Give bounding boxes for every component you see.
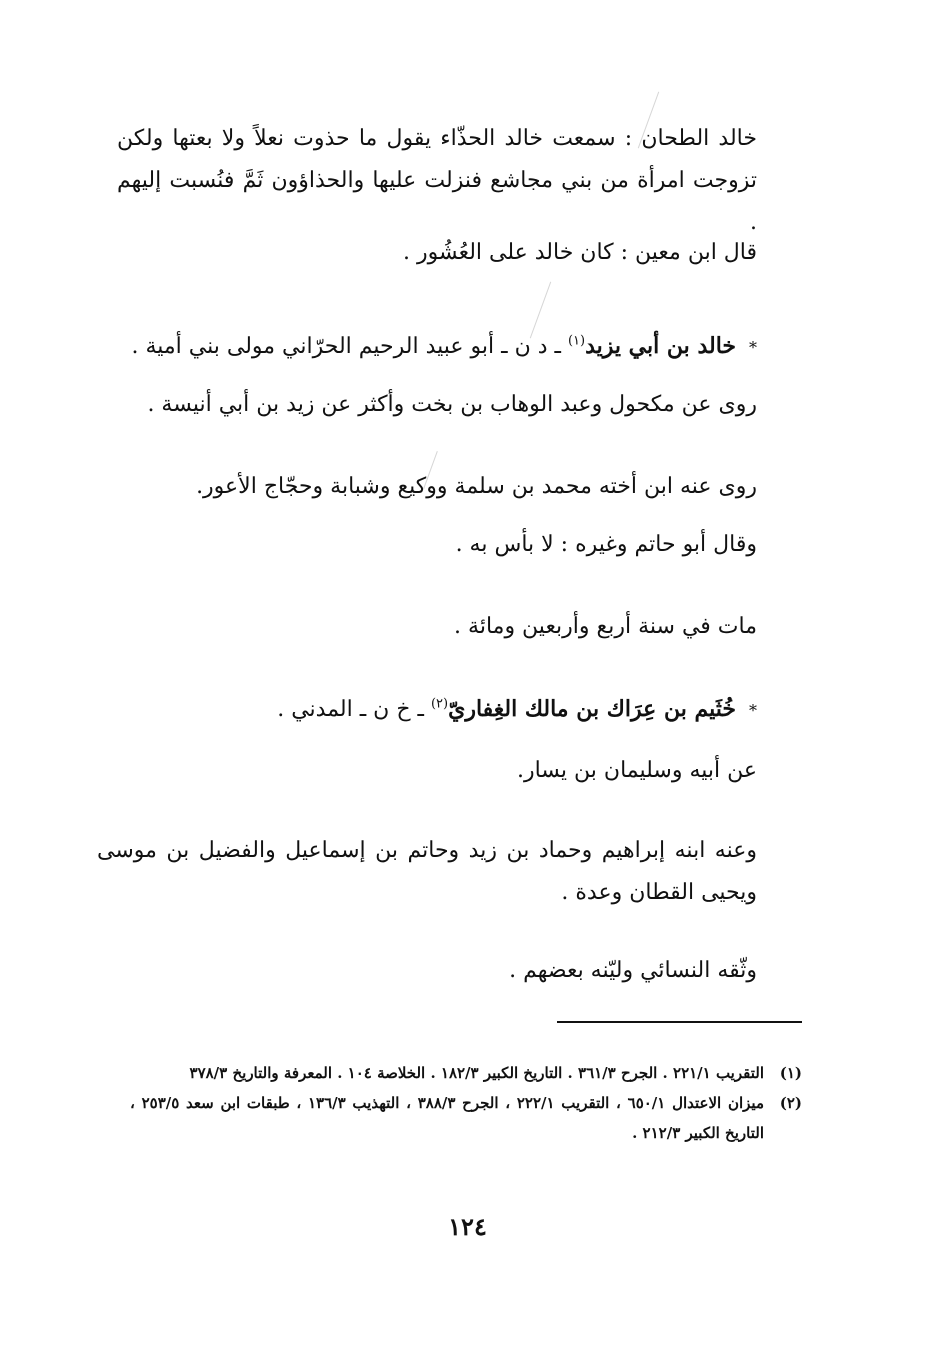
footnote-separator [557,1021,802,1023]
footnote-ref-1: (١) [567,333,586,349]
entry2-narrated-by: وعنه ابنه إبراهيم وحماد بن زيد وحاتم بن إسماعيل والفضيل بن موسى ويحيى القطان وعدة . [97,838,757,905]
footnote-text: التقريب ٢٢١/١ . الجرح ٣٦١/٣ . التاريخ الكبير ١٨٢/٣ . الخلاصة ١٠٤ . المعرفة والتاريخ ٣٧٨/٣ [189,1064,764,1082]
entry2-grading: وثّقه النسائي وليّنه بعضهم . [509,958,757,983]
entry1-narrated-from: روى عن مكحول وعبد الوهاب بن بخت وأكثر عن زيد بن أبي أنيسة . [147,392,757,417]
paragraph-ibn-maeen: قال ابن معين : كان خالد على العُشُور . [403,240,757,265]
entry-khuthaym-heading [117,688,757,732]
entry2-narrated-from: عن أبيه وسليمان بن يسار. [516,758,757,783]
entry-khalid-ibn-abi-yazid-heading [117,325,757,369]
entry1-death: مات في سنة أربع وأربعين ومائة . [454,614,757,639]
entry-name: خُثَيم بن عِرَاك بن مالك الغِفاريّ [448,696,736,722]
entry-star: * [749,701,757,720]
footnote-number: (١) [779,1064,802,1082]
footnote-item [130,1088,802,1148]
entry-description: ـ د ن ـ أبو عبيد الرحيم الحرّاني مولى بني أمية . [131,334,568,359]
paragraph-khalid-tahhan: خالد الطحان : سمعت خالد الحذّاء يقول ما حذوت نعلاً ولا بعتها ولكن تزوجت امرأة من بني مجاشع فنزلت عليها والحذاؤون ثَمَّ فنُسبت إليهم . [117,126,757,235]
entry1-narrated-by: روى عنه ابن أخته محمد بن سلمة ووكيع وشبابة وحجّاج الأعور. [196,474,757,499]
entry1-abu-hatim: وقال أبو حاتم وغيره : لا بأس به . [455,532,757,557]
page-number: ١٢٤ [448,1212,487,1241]
footnote-number: (٢) [779,1094,802,1112]
footnote-text: ميزان الاعتدال ٦٥٠/١ ، التقريب ٢٢٢/١ ، الجرح ٣٨٨/٣ ، التهذيب ١٣٦/٣ ، طبقات ابن سعد ٢٥٣/٥ ، التاريخ الكبير ٢١٢/٣ . [130,1094,764,1142]
entry-name: خالد بن أبي يزيد [585,333,736,359]
footnote-item [130,1058,802,1088]
footnote-ref-2: (٢) [430,696,449,712]
entry-star: * [749,338,757,357]
footnotes [130,1058,802,1148]
entry-description: ـ خ ن ـ المدني . [277,697,431,722]
